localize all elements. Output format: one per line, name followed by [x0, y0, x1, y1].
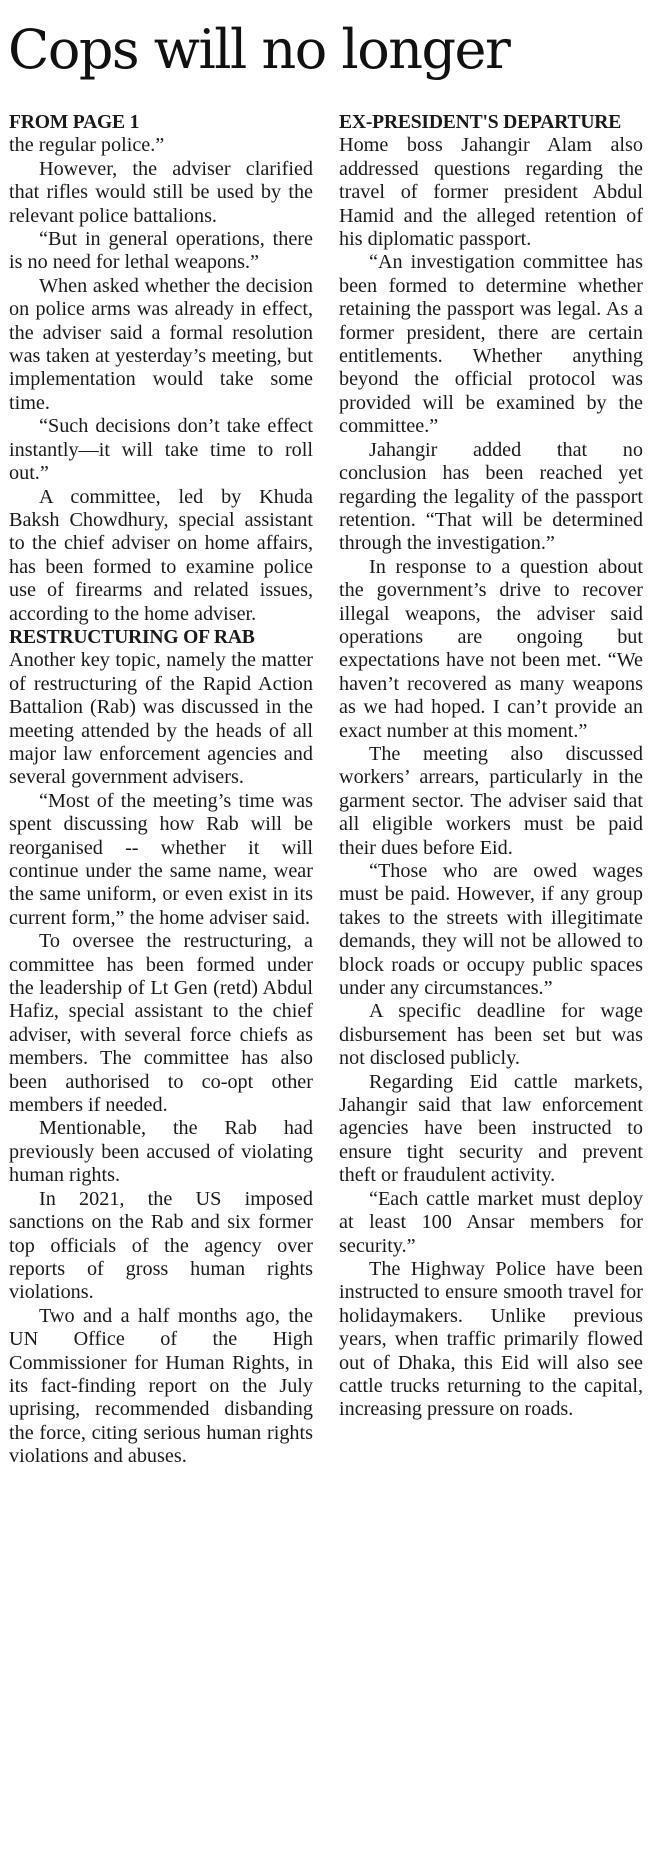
paragraph: “Most of the meeting’s time was spent discussing how Rab will be reorganised -- whether it will continue under the same name, wear the same uniform, or even exist in its current form,” the home adviser said.: [9, 789, 313, 929]
paragraph: Jahangir added that no conclusion has been reached yet regarding the legality of the passport retention. “That will be determined through the investigation.”: [339, 438, 643, 555]
paragraph: Mentionable, the Rab had previously been accused of violating human rights.: [9, 1117, 313, 1187]
paragraph: The Highway Police have been instructed to ensure smooth travel for holidaymakers. Unlike previous years, when traffic primarily flowed out of Dhaka, this Eid will also see cattle trucks returning to the capital, increasing pressure on roads.: [339, 1257, 643, 1421]
paragraph: A committee, led by Khuda Baksh Chowdhury, special assistant to the chief adviser on home affairs, has been formed to examine police use of firearms and related issues, according to the home adviser.: [9, 485, 313, 625]
paragraph: When asked whether the decision on police arms was already in effect, the adviser said a formal resolution was taken at yesterday’s meeting, but implementation would take some time.: [9, 274, 313, 414]
paragraph: “Each cattle market must deploy at least 100 Ansar members for security.”: [339, 1187, 643, 1257]
paragraph: the regular police.”: [9, 134, 165, 157]
paragraph: Regarding Eid cattle markets, Jahangir said that law enforcement agencies have been instructed to ensure tight security and prevent theft or fraudulent activity.: [339, 1070, 643, 1187]
article-column-right: [339, 111, 643, 1422]
paragraph: “But in general operations, there is no need for lethal weapons.”: [9, 228, 313, 274]
paragraph: In 2021, the US imposed sanctions on the Rab and six former top officials of the agency over reports of gross human rights violations.: [9, 1187, 313, 1304]
headline: Cops will no longer: [8, 18, 510, 81]
article-column-left: [9, 111, 313, 1469]
continuation-kicker: FROM PAGE 1: [9, 112, 140, 133]
subhead-restructuring: RESTRUCTURING OF RAB: [9, 626, 255, 648]
paragraph: However, the adviser clarified that rifles would still be used by the relevant police battalions.: [9, 157, 313, 227]
paragraph: “Such decisions don’t take effect instantly—it will take time to roll out.”: [9, 415, 313, 485]
subhead-ex-president: EX-PRESIDENT'S DEPARTURE: [339, 112, 622, 133]
paragraph: A specific deadline for wage disbursement has been set but was not disclosed publicly.: [339, 1000, 643, 1070]
paragraph: To oversee the restructuring, a committee has been formed under the leadership of Lt Gen (retd) Abdul Hafiz, special assistant to the chief adviser, with several force chiefs as members. The committee has also been authorised to co-opt other members if needed.: [9, 930, 313, 1117]
paragraph: “Those who are owed wages must be paid. However, if any group takes to the streets with illegitimate demands, they will not be allowed to block roads or occupy public spaces under any circumstances.”: [339, 860, 643, 1000]
paragraph: Home boss Jahangir Alam also addressed questions regarding the travel of former president Abdul Hamid and the alleged retention of his diplomatic passport.: [339, 134, 643, 251]
paragraph: Two and a half months ago, the UN Office of the High Commissioner for Human Rights, in its fact-finding report on the July uprising, recommended disbanding the force, citing serious human rights violations and abuses.: [9, 1304, 313, 1468]
paragraph: The meeting also discussed workers’ arrears, particularly in the garment sector. The adviser said that all eligible workers must be paid their dues before Eid.: [339, 742, 643, 859]
paragraph: “An investigation committee has been formed to determine whether retaining the passport was legal. As a former president, there are certain entitlements. Whether anything beyond the official protocol was provided will be examined by the committee.”: [339, 251, 643, 438]
paragraph: Another key topic, namely the matter of restructuring of the Rapid Action Battalion (Rab) was discussed in the meeting attended by the heads of all major law enforcement agencies and several government advisers.: [9, 649, 313, 789]
paragraph: In response to a question about the government’s drive to recover illegal weapons, the adviser said operations are ongoing but expectations have not been met. “We haven’t recovered as many weapons as we had hoped. I can’t provide an exact number at this moment.”: [339, 555, 643, 742]
